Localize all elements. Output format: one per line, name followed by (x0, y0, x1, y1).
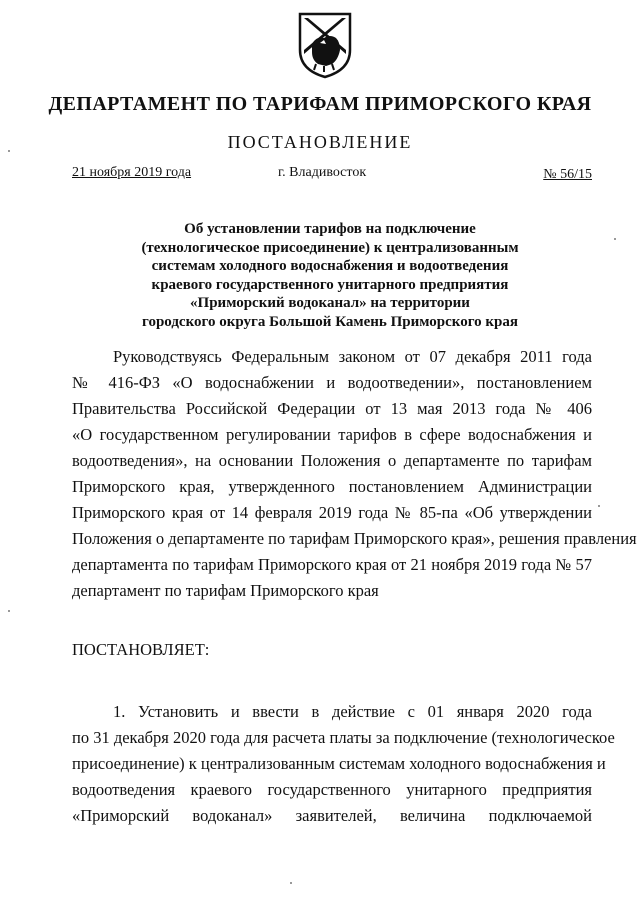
subject-line: (технологическое присоединение) к централизованным (141, 239, 519, 256)
item-1-line: «Приморский водоканал» заявителей, величина подключаемой (72, 806, 592, 825)
scan-speck (598, 505, 600, 507)
preamble-line: «О государственном регулировании тарифов в сфере водоснабжения и (72, 425, 592, 444)
preamble-line: № 416-ФЗ «О водоснабжении и водоотведении», постановлением (72, 373, 592, 392)
scan-speck (614, 238, 616, 240)
preamble-line: департамент по тарифам Приморского края (72, 581, 379, 600)
item-1-line: водоотведения краевого государственного унитарного предприятия (72, 780, 592, 799)
document-subject (70, 220, 590, 332)
item-1-line: по 31 декабря 2020 года для расчета платы за подключение (технологическое (72, 728, 615, 747)
scan-speck (290, 882, 292, 884)
preamble-line: департамента по тарифам Приморского края от 21 ноября 2019 года № 57 (72, 555, 592, 574)
document-date: 21 ноября 2019 года (72, 165, 192, 180)
scan-speck (8, 150, 10, 152)
subject-line: краевого государственного унитарного предприятия (151, 276, 509, 293)
item-1-line: 1. Установить и ввести в действие с 01 января 2020 года (113, 702, 592, 721)
document-type: ПОСТАНОВЛЕНИЕ (227, 132, 413, 152)
primorsky-krai-coat-of-arms-icon (296, 10, 354, 80)
preamble-line: водоотведения», на основании Положения о департаменте по тарифам (72, 451, 592, 470)
subject-line: Об установлении тарифов на подключение (184, 221, 476, 237)
preamble-line: Приморского края, утвержденного постановлением Администрации (72, 477, 592, 496)
document-city: г. Владивосток (278, 165, 367, 180)
scan-speck (8, 610, 10, 612)
department-title: ДЕПАРТАМЕНТ ПО ТАРИФАМ ПРИМОРСКОГО КРАЯ (48, 93, 592, 115)
subject-line: «Приморский водоканал» на территории (190, 295, 470, 312)
resolves-heading: ПОСТАНОВЛЯЕТ: (72, 640, 210, 659)
preamble-line: Правительства Российской Федерации от 13 мая 2013 года № 406 (72, 399, 592, 418)
preamble-line: Приморского края от 14 февраля 2019 года № 85-па «Об утверждении (72, 503, 592, 522)
document-number: № 56/15 (543, 167, 592, 182)
preamble-line: Руководствуясь Федеральным законом от 07 декабря 2011 года (113, 347, 592, 366)
subject-line: системам холодного водоснабжения и водоотведения (151, 258, 509, 275)
item-1-line: присоединение) к централизованным системам холодного водоснабжения и (72, 754, 606, 773)
preamble-line: Положения о департаменте по тарифам Приморского края», решения правления (72, 529, 637, 548)
subject-line: городского округа Большой Камень Приморского края (142, 313, 518, 330)
